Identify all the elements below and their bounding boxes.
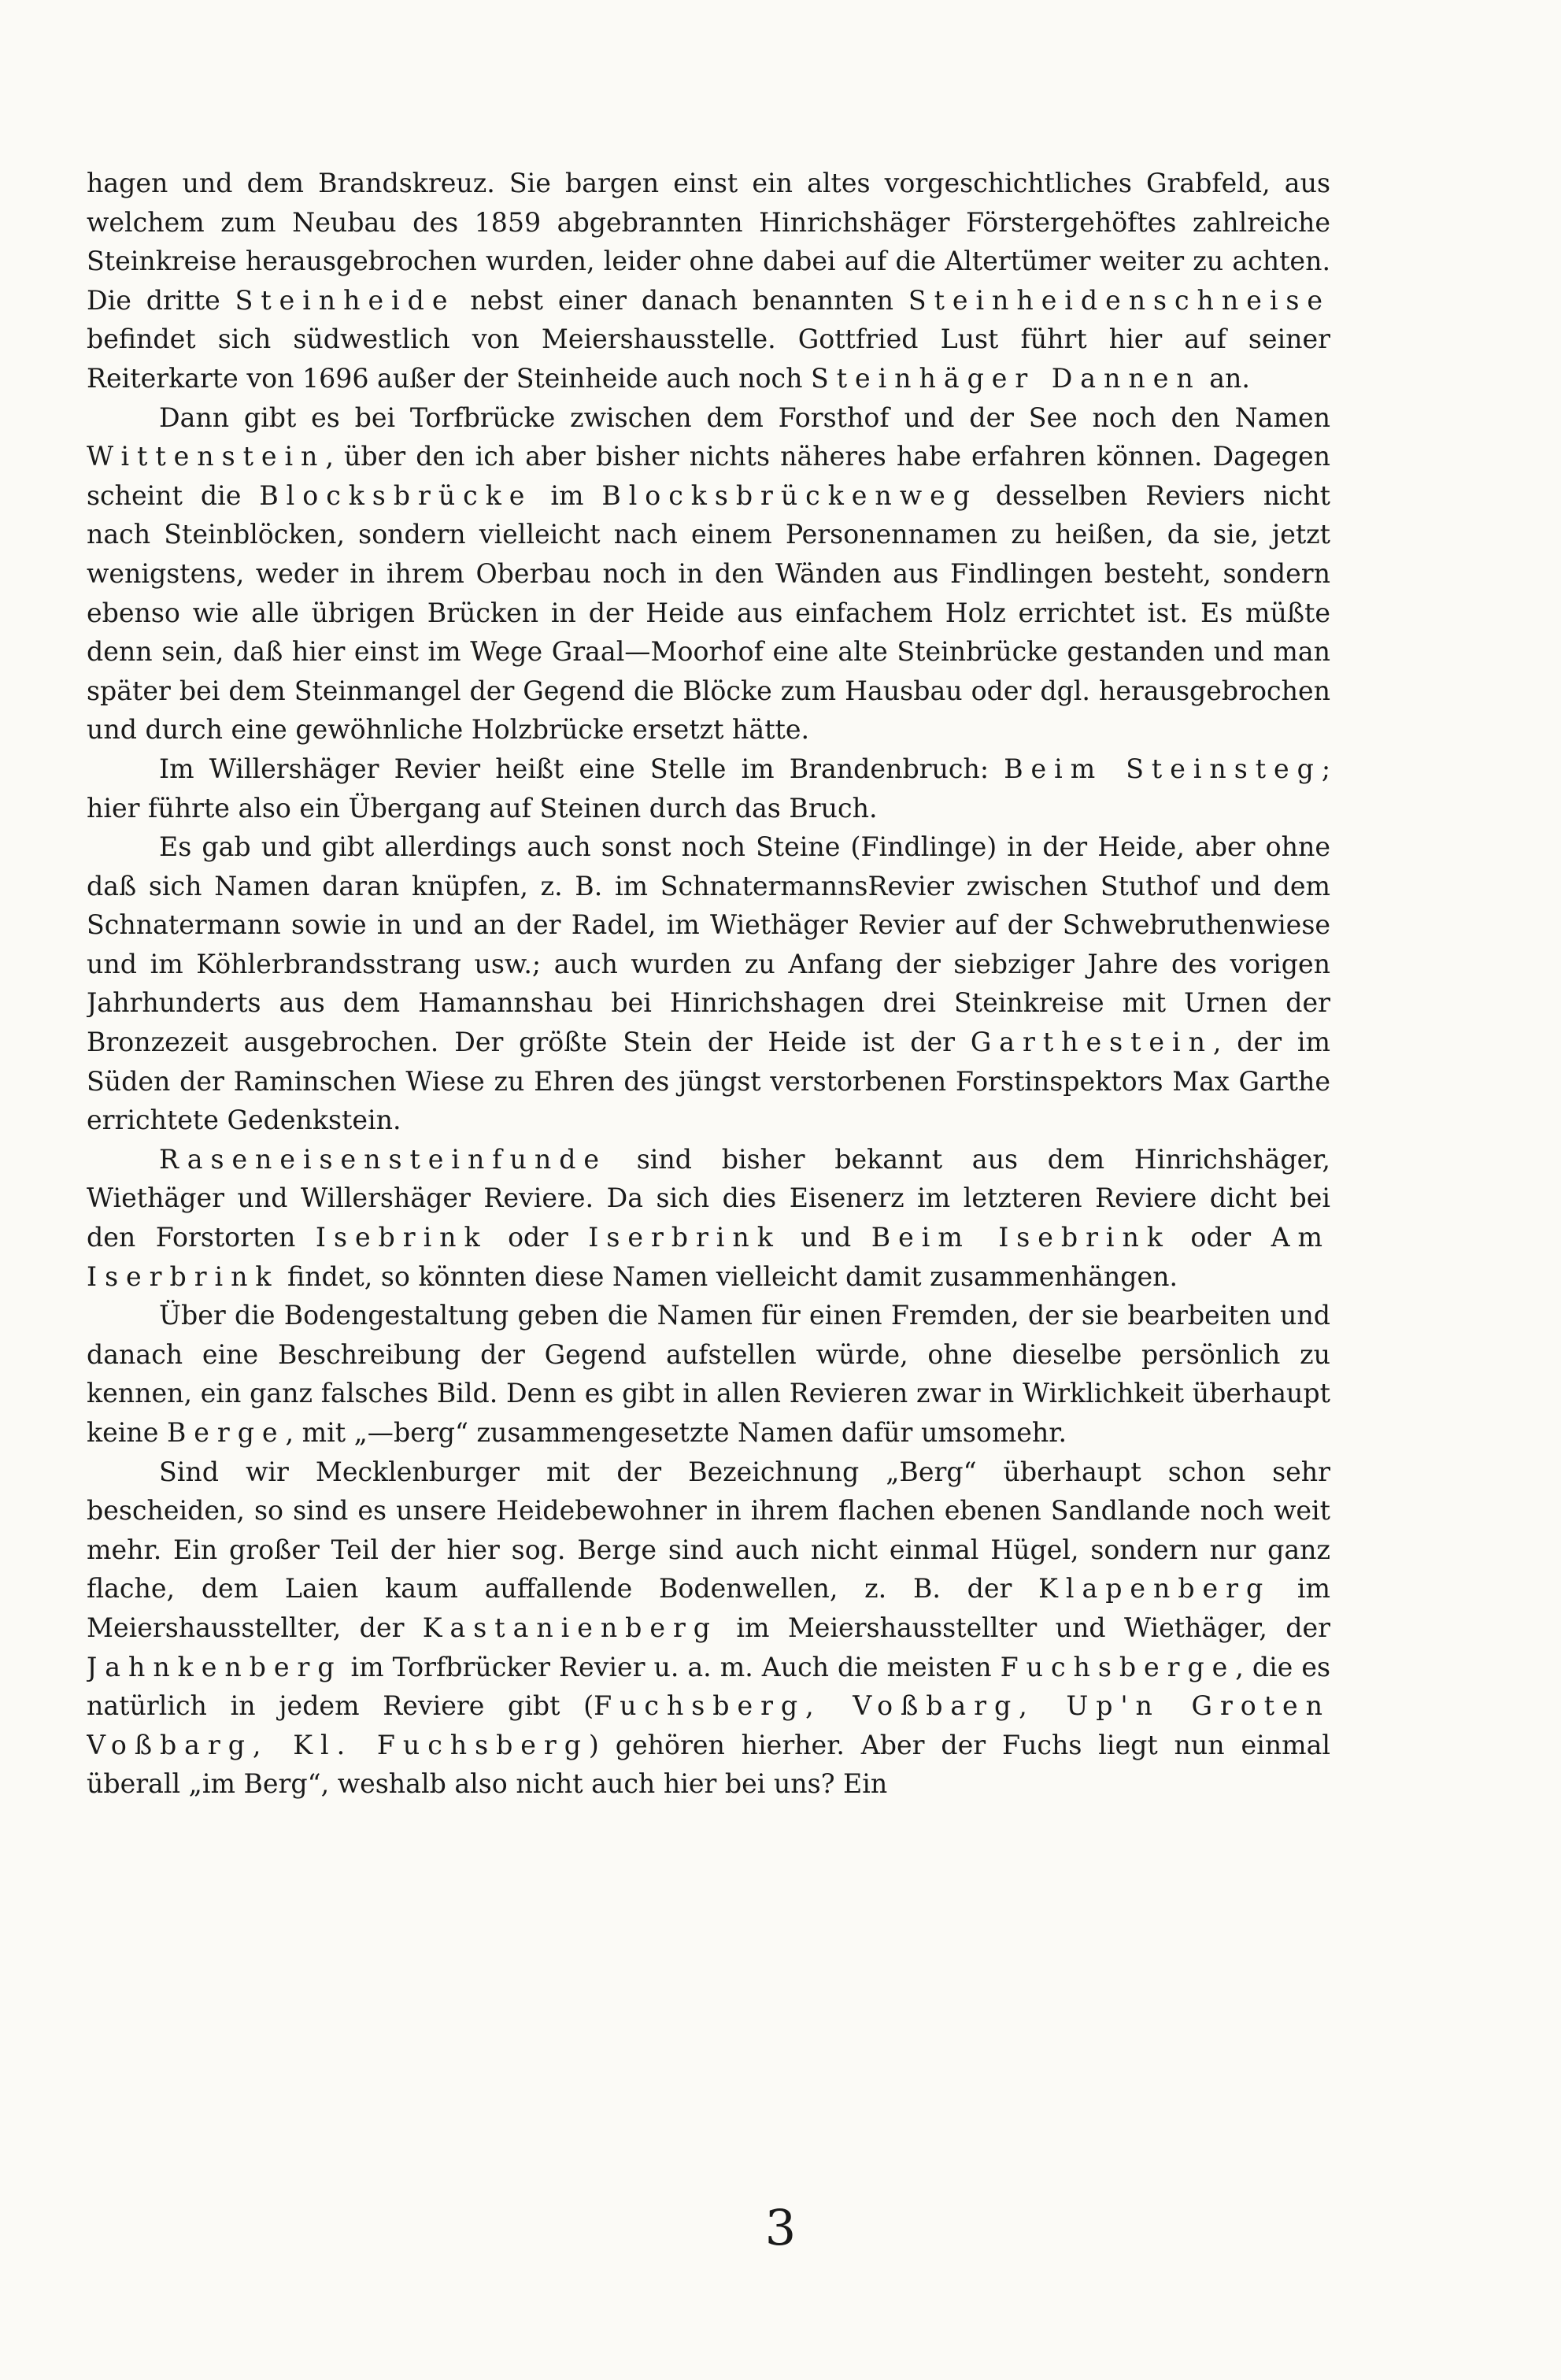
text-run: findet, so könnten diese Namen vielleicht damit zusammenhängen. xyxy=(279,1260,1178,1292)
paragraph xyxy=(87,750,1330,827)
spaced-place-name: Steinhäger Dannen xyxy=(811,362,1201,394)
text-run: im Meiershausstellter, der xyxy=(87,1573,1330,1643)
text-run: an. xyxy=(1200,362,1250,394)
text-run: oder xyxy=(487,1222,589,1253)
text-run: , die es natürlich in jedem Reviere gibt ( xyxy=(87,1651,1330,1722)
spaced-place-name: Beim Isebrink xyxy=(871,1222,1171,1253)
spaced-place-name: Beim Steinsteg xyxy=(1004,753,1322,784)
paragraph xyxy=(87,1140,1330,1296)
text-run: sind bisher bekannt aus dem Hinrichshäger, Wiethäger und Willershäger Reviere. Da sich dies Eisenerz im letzteren Reviere dicht bei den Forstorten xyxy=(87,1143,1330,1253)
text-run: desselben Reviers nicht nach Steinblöcken, sondern vielleicht nach einem Personennamen zu heißen, da sie, jetzt wenigstens, weder in ihrem Oberbau noch in den Wänden aus Findlingen besteht, sondern ebenso wie alle übrigen Brücken in der Heide aus einfachem Holz errichtet ist. Es müßte denn sein, daß hier einst im Wege Graal—Moorhof eine alte Steinbrücke gestanden und man später bei dem Steinmangel der Gegend die Blöcke zum Hausbau oder dgl. herausgebrochen und durch eine gewöhnliche Holzbrücke ersetzt hätte. xyxy=(87,479,1330,746)
spaced-place-name: Blocksbrücke xyxy=(259,479,533,511)
text-run: , über den ich aber bisher nichts näheres habe erfahren können. Dagegen scheint die xyxy=(87,441,1330,511)
spaced-place-name: Steinheidenschneise xyxy=(908,284,1330,316)
spaced-place-name: Garthestein xyxy=(970,1027,1213,1058)
paragraph xyxy=(87,827,1330,1140)
text-run: nebst einer danach benannten xyxy=(455,284,908,316)
spaced-place-name: Berge xyxy=(166,1417,286,1448)
spaced-place-name: Iserbrink xyxy=(588,1222,781,1253)
spaced-place-name: Steinheide xyxy=(235,284,456,316)
text-run: im xyxy=(532,479,602,511)
text-run: befindet sich südwestlich von Meiershausstelle. Gottfried Lust führt hier auf seiner Reiterkarte von 1696 außer der Steinheide auch noch xyxy=(87,324,1330,394)
paragraph xyxy=(87,1453,1330,1804)
text-run: im Meiershausstellter und Wiethäger, der xyxy=(718,1612,1330,1643)
spaced-place-name: Raseneisensteinfunde xyxy=(159,1143,607,1175)
spaced-place-name: Jahnkenberg xyxy=(87,1651,342,1682)
spaced-place-name: Isebrink xyxy=(315,1222,488,1253)
paragraph xyxy=(87,398,1330,750)
spaced-place-name: Wittenstein xyxy=(87,441,326,472)
text-run: im Torfbrücker Revier u. a. m. Auch die meisten xyxy=(342,1651,1001,1682)
text-run: , der im Süden der Raminschen Wiese zu Ehren des jüngst verstorbenen Forstinspektors Max Garthe errichtete Gedenkstein. xyxy=(87,1027,1330,1136)
text-run: ; hier führte also ein Übergang auf Steinen durch das Bruch. xyxy=(87,753,1330,824)
text-run: ) gehören hierher. Aber der Fuchs liegt nun einmal überall „im Berg“, weshalb also nicht auch hier bei uns? Ein xyxy=(87,1729,1330,1800)
page-number: 3 xyxy=(764,2199,797,2256)
spaced-place-name: Klapenberg xyxy=(1038,1573,1271,1605)
paragraph xyxy=(87,164,1330,398)
text-run: Im Willershäger Revier heißt eine Stelle im Brandenbruch: xyxy=(159,753,1004,784)
spaced-place-name: Fuchsberge xyxy=(1000,1651,1236,1682)
text-run: , mit „—berg“ zusammengesetzte Namen dafür umsomehr. xyxy=(285,1417,1067,1448)
text-run: Über die Bodengestaltung geben die Namen für einen Fremden, der sie bearbeiten und danach eine Beschreibung der Gegend aufstellen würde, ohne dieselbe persönlich zu kennen, ein ganz falsches Bild. Denn es gibt in allen Revieren zwar in Wirklichkeit überhaupt keine xyxy=(87,1300,1330,1448)
document-page xyxy=(87,164,1330,2242)
spaced-place-name: Am Iserbrink xyxy=(87,1222,1330,1292)
text-run: Es gab und gibt allerdings auch sonst noch Steine (Findlinge) in der Heide, aber ohne daß sich Namen daran knüpfen, z. B. im SchnatermannsRevier zwischen Stuthof und dem Schnatermann sowie in und an der Radel, im Wiethäger Revier auf der Schwebruthenwiese und im Köhlerbrandsstrang usw.; auch wurden zu Anfang der siebziger Jahre des vorigen Jahrhunderts aus dem Hamannshau bei Hinrichshagen drei Steinkreise mit Urnen der Bronzezeit ausgebrochen. Der größte Stein der Heide ist der xyxy=(87,831,1330,1058)
spaced-place-name: Kastanienberg xyxy=(422,1612,719,1643)
text-run: hagen und dem Brandskreuz. Sie bargen einst ein altes vorgeschichtliches Grabfeld, aus welchem zum Neubau des 1859 abgebrannten Hinrichshäger Förstergehöftes zahlreiche Steinkreise herausgebrochen wurden, leider ohne dabei auf die Altertümer weiter zu achten. Die dritte xyxy=(87,168,1330,316)
text-run: und xyxy=(780,1222,871,1253)
spaced-place-name: Blocksbrückenweg xyxy=(601,479,978,511)
spaced-place-name: Fuchsberg, Voßbarg, Up'n Groten Voßbarg, Kl. Fuchsberg xyxy=(87,1690,1330,1760)
text-run: Dann gibt es bei Torfbrücke zwischen dem Forsthof und der See noch den Namen xyxy=(159,402,1330,433)
text-run: Sind wir Mecklenburger mit der Bezeichnung „Berg“ überhaupt schon sehr bescheiden, so sind es unsere Heidebewohner in ihrem flachen ebenen Sandlande noch weit mehr. Ein großer Teil der hier sog. Berge sind auch nicht einmal Hügel, sondern nur ganz flache, dem Laien kaum auffallende Bodenwellen, z. B. der xyxy=(87,1456,1330,1605)
paragraph xyxy=(87,1296,1330,1452)
text-run: oder xyxy=(1170,1222,1271,1253)
